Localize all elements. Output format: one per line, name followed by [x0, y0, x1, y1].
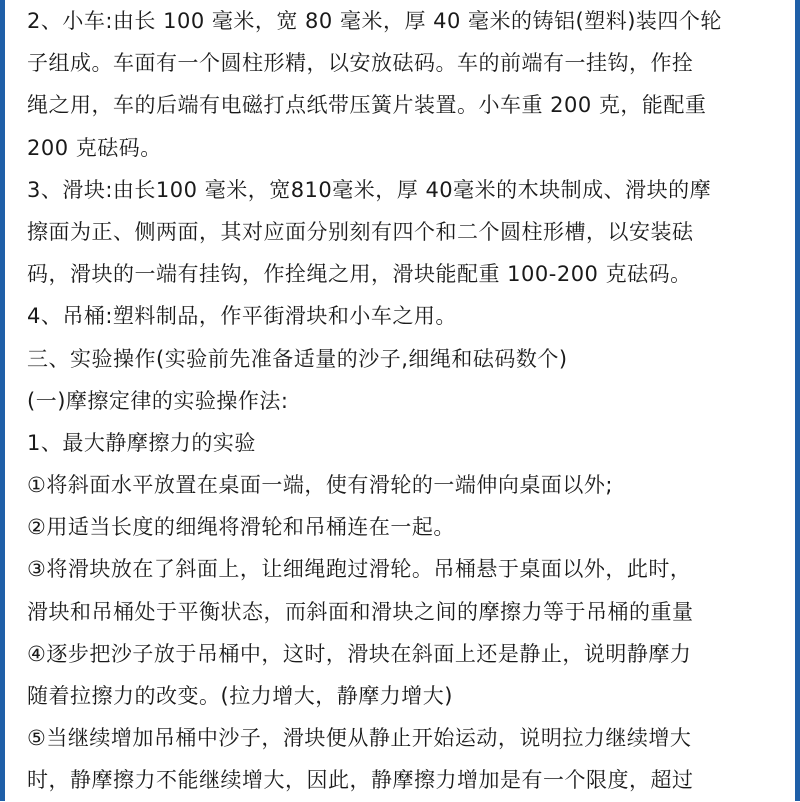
text-line: 随着拉擦力的改变。(拉力增大，静摩力增大)	[27, 684, 453, 708]
step-line: ⑤当继续增加吊桶中沙子，滑块便从静止开始运动，说明拉力继续增大	[27, 726, 692, 751]
document-body	[27, 0, 787, 802]
item-heading: 1、最大静摩擦力的实验	[27, 430, 256, 455]
subsection-heading: (一)摩擦定律的实验操作法:	[27, 388, 289, 413]
text-line: 200 克砝码。	[27, 135, 162, 160]
text-line: 3、滑块:由长100 毫米，宽810毫米，厚 40毫米的木块制成、滑块的摩	[27, 177, 712, 202]
step-line: ①将斜面水平放置在桌面一端，使有滑轮的一端伸向桌面以外;	[27, 473, 613, 498]
text-line: 码，滑块的一端有挂钩，作拴绳之用，滑块能配重 100-200 克砝码。	[27, 262, 692, 287]
text-line: 4、吊桶:塑料制品，作平街滑块和小车之用。	[27, 304, 457, 329]
step-line: ③将滑块放在了斜面上，让细绳跑过滑轮。吊桶悬于桌面以外，此时，	[27, 557, 692, 582]
text-line: 子组成。车面有一个圆柱形精，以安放砝码。车的前端有一挂钩，作拴	[27, 51, 694, 76]
section-heading: 三、实验操作(实验前先准备适量的沙子,细绳和砝码数个)	[27, 346, 568, 371]
text-line: 绳之用，车的后端有电磁打点纸带压簧片装置。小车重 200 克，能配重	[27, 93, 707, 118]
text-line: 擦面为正、侧两面，其对应面分别刻有四个和二个圆柱形槽，以安装砝	[27, 219, 694, 244]
step-line: ④逐步把沙子放于吊桶中，这时，滑块在斜面上还是静止，说明静摩力	[27, 641, 692, 666]
step-line: ②用适当长度的细绳将滑轮和吊桶连在一起。	[27, 515, 455, 540]
text-line: 时，静摩擦力不能继续增大，因此，静摩擦力增加是有一个限度，超过	[27, 768, 694, 793]
text-line: 2、小车:由长 100 毫米，宽 80 毫米，厚 40 毫米的铸铝(塑料)装四个轮	[27, 9, 722, 33]
text-line: 滑块和吊桶处于平衡状态，而斜面和滑块之间的摩擦力等于吊桶的重量	[27, 599, 694, 624]
